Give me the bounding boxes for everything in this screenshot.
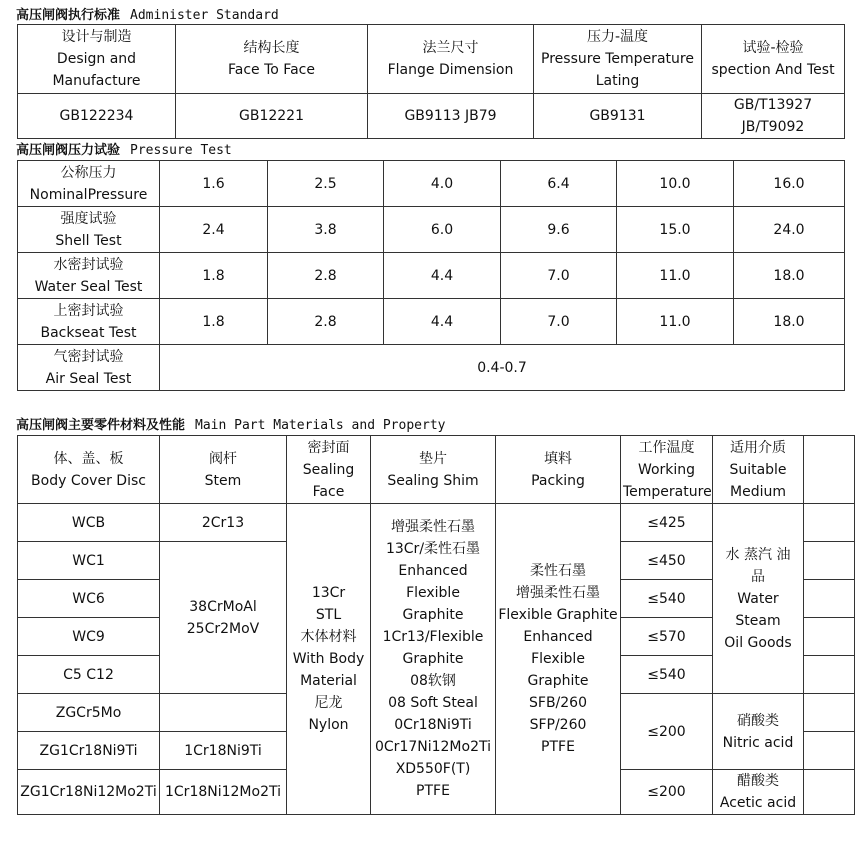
empty-cell — [804, 732, 855, 770]
water-seal-test-label: 水密封试验 Water Seal Test — [18, 253, 160, 299]
flange-dimension-value: GB9113 JB79 — [368, 94, 534, 139]
empty-header-cell — [804, 436, 855, 504]
table-cell: 15.0 — [617, 207, 734, 253]
table-cell: 7.0 — [501, 253, 617, 299]
air-seal-test-value: 0.4-0.7 — [160, 345, 845, 391]
table-cell: 3.8 — [268, 207, 384, 253]
table-cell: 4.4 — [384, 253, 501, 299]
table-cell: 7.0 — [501, 299, 617, 345]
sealing-face-header: 密封面 Sealing Face — [287, 436, 371, 504]
standard-table — [17, 24, 845, 139]
body-material-cell: C5 C12 — [18, 656, 160, 694]
nominal-pressure-label: 公称压力 NominalPressure — [18, 161, 160, 207]
design-manufacture-header: 设计与制造 Design and Manufacture — [18, 25, 176, 94]
packing-material-cell: 柔性石墨 增强柔性石墨 Flexible Graphite Enhanced Flexible Graphite SFB/260 SFP/260 PTFE — [496, 504, 621, 815]
shell-test-label: 强度试验 Shell Test — [18, 207, 160, 253]
inspection-test-header: 试验-检验 spection And Test — [702, 25, 845, 94]
temperature-cell: ≤200 — [621, 770, 713, 815]
table-cell: 18.0 — [734, 299, 845, 345]
flange-dimension-header: 法兰尺寸 Flange Dimension — [368, 25, 534, 94]
empty-cell — [804, 504, 855, 542]
pressure-temperature-value: GB9131 — [534, 94, 702, 139]
table-cell: 11.0 — [617, 299, 734, 345]
empty-cell — [804, 770, 855, 815]
inspection-test-value: GB/T13927 JB/T9092 — [702, 94, 845, 139]
table-row — [18, 253, 845, 299]
materials-title-en: Main Part Materials and Property — [195, 418, 446, 433]
air-seal-test-label: 气密封试验 Air Seal Test — [18, 345, 160, 391]
standard-title-en: Administer Standard — [130, 8, 279, 23]
packing-header: 填料 Packing — [496, 436, 621, 504]
standard-header-row — [18, 25, 845, 94]
backseat-test-label: 上密封试验 Backseat Test — [18, 299, 160, 345]
empty-cell — [804, 656, 855, 694]
table-cell: 1.6 — [160, 161, 268, 207]
table-row — [18, 299, 845, 345]
table-cell: 24.0 — [734, 207, 845, 253]
shim-material-cell: 增强柔性石墨 13Cr/柔性石墨 Enhanced Flexible Graphite 1Cr13/Flexible Graphite 08软钢 08 Soft Steal 0Cr18Ni9Ti 0Cr17Ni12Mo2Ti XD550F(T) PTFE — [371, 504, 496, 815]
face-to-face-header: 结构长度 Face To Face — [176, 25, 368, 94]
pressure-section-title — [16, 139, 232, 158]
empty-cell — [804, 580, 855, 618]
nitric-acid-medium-cell: 硝酸类 Nitric acid — [713, 694, 804, 770]
table-row — [18, 345, 845, 391]
table-cell: 6.0 — [384, 207, 501, 253]
stem-material-cell: 1Cr18Ni9Ti — [160, 732, 287, 770]
table-row — [18, 207, 845, 253]
shim-header: 垫片 Sealing Shim — [371, 436, 496, 504]
table-cell: 16.0 — [734, 161, 845, 207]
pressure-temperature-header: 压力-温度 Pressure Temperature Lating — [534, 25, 702, 94]
stem-header: 阀杆 Stem — [160, 436, 287, 504]
water-steam-oil-medium-cell: 水 蒸汽 油 品 Water Steam Oil Goods — [713, 504, 804, 694]
working-temperature-header: 工作温度 Working Temperature — [621, 436, 713, 504]
body-material-cell: WCB — [18, 504, 160, 542]
materials-title-cn: 高压闸阀主要零件材料及性能 — [16, 418, 186, 433]
materials-section-title — [16, 414, 445, 433]
acetic-acid-medium-cell: 醋酸类 Acetic acid — [713, 770, 804, 815]
sealing-face-material-cell: 13Cr STL 木体材料 With Body Material 尼龙 Nylon — [287, 504, 371, 815]
suitable-medium-header: 适用介质 Suitable Medium — [713, 436, 804, 504]
body-material-cell: ZG1Cr18Ni9Ti — [18, 732, 160, 770]
table-cell: 6.4 — [501, 161, 617, 207]
table-cell: 2.5 — [268, 161, 384, 207]
body-material-cell: ZG1Cr18Ni12Mo2Ti — [18, 770, 160, 815]
empty-cell — [804, 542, 855, 580]
standard-section-title — [16, 4, 279, 23]
temperature-cell: ≤540 — [621, 656, 713, 694]
table-row — [18, 161, 845, 207]
table-cell: 1.8 — [160, 299, 268, 345]
standard-value-row — [18, 94, 845, 139]
stem-material-cell: 2Cr13 — [160, 504, 287, 542]
design-manufacture-value: GB122234 — [18, 94, 176, 139]
temperature-cell: ≤570 — [621, 618, 713, 656]
materials-table — [17, 435, 855, 815]
stem-material-cell: 38CrMoAl 25Cr2MoV — [160, 542, 287, 694]
materials-header-row — [18, 436, 855, 504]
table-cell: 10.0 — [617, 161, 734, 207]
temperature-cell: ≤450 — [621, 542, 713, 580]
body-material-cell: WC9 — [18, 618, 160, 656]
body-material-cell: WC6 — [18, 580, 160, 618]
table-row — [18, 504, 855, 542]
table-cell: 1.8 — [160, 253, 268, 299]
table-cell: 9.6 — [501, 207, 617, 253]
body-material-cell: WC1 — [18, 542, 160, 580]
body-material-cell: ZGCr5Mo — [18, 694, 160, 732]
table-cell: 18.0 — [734, 253, 845, 299]
stem-material-cell: 1Cr18Ni12Mo2Ti — [160, 770, 287, 815]
face-to-face-value: GB12221 — [176, 94, 368, 139]
table-cell: 11.0 — [617, 253, 734, 299]
table-cell: 2.4 — [160, 207, 268, 253]
table-cell: 4.0 — [384, 161, 501, 207]
table-cell: 2.8 — [268, 253, 384, 299]
temperature-cell: ≤540 — [621, 580, 713, 618]
table-cell: 4.4 — [384, 299, 501, 345]
temperature-cell: ≤425 — [621, 504, 713, 542]
empty-cell — [804, 618, 855, 656]
empty-cell — [804, 694, 855, 732]
standard-title-cn: 高压闸阀执行标准 — [16, 8, 121, 23]
pressure-title-cn: 高压闸阀压力试验 — [16, 143, 121, 158]
temperature-cell: ≤200 — [621, 694, 713, 770]
table-cell: 2.8 — [268, 299, 384, 345]
stem-empty-cell — [160, 694, 287, 732]
body-cover-disc-header: 体、盖、板 Body Cover Disc — [18, 436, 160, 504]
pressure-test-table — [17, 160, 845, 391]
pressure-title-en: Pressure Test — [130, 143, 232, 158]
